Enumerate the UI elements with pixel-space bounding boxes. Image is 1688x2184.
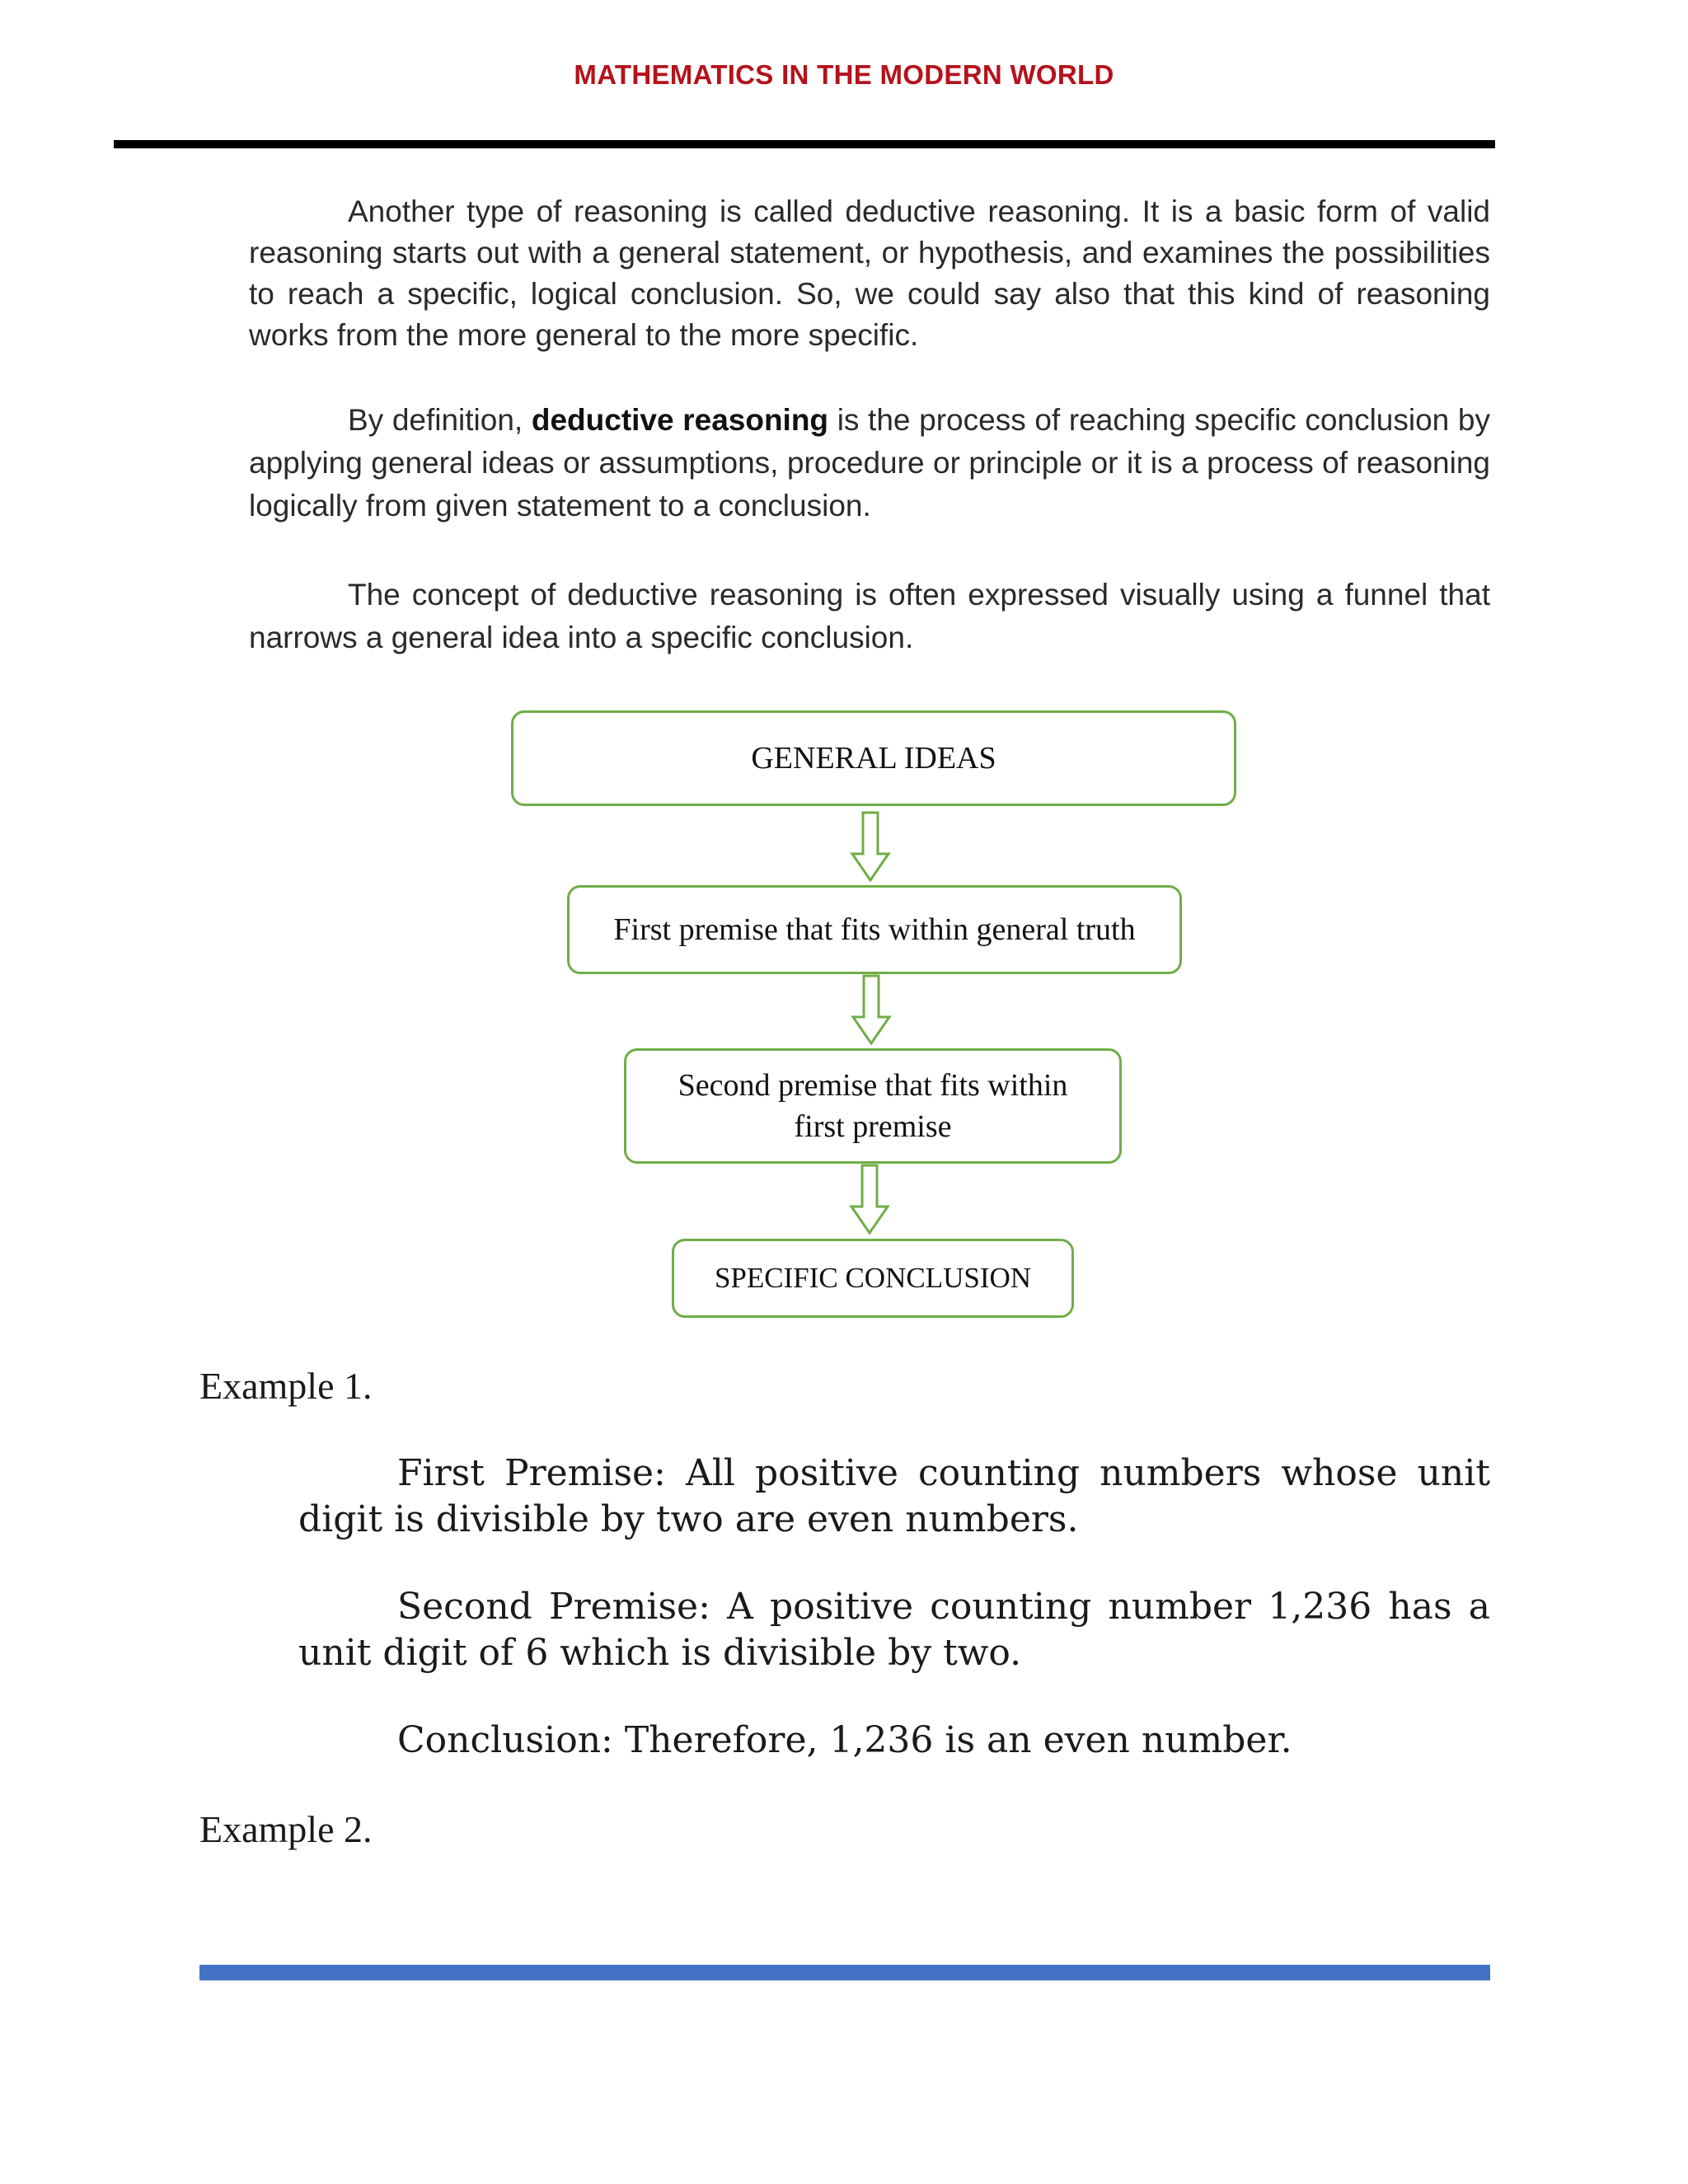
flow-step-general-ideas: GENERAL IDEAS — [511, 710, 1236, 806]
down-arrow-icon — [850, 974, 893, 1047]
flow-step-specific-conclusion: SPECIFIC CONCLUSION — [672, 1239, 1074, 1318]
example-2-heading: Example 2. — [199, 1808, 373, 1850]
down-arrow-icon — [849, 811, 892, 883]
example-1-heading: Example 1. — [199, 1365, 373, 1407]
flow-step-first-premise: First premise that fits within general truth — [567, 885, 1182, 974]
down-arrow-icon — [848, 1164, 891, 1236]
flow-step-second-premise: Second premise that fits within first premise — [624, 1048, 1122, 1164]
example-1-conclusion: Conclusion: Therefore, 1,236 is an even number. — [397, 1719, 1292, 1761]
footer-divider — [199, 1965, 1490, 1980]
document-header-title: MATHEMATICS IN THE MODERN WORLD — [574, 59, 1114, 90]
intro-paragraph: Another type of reasoning is called deductive reasoning. It is a basic form of valid reasoning starts out with a general statement, or hypothesis, and examines the possibilities to reach a specific, logical conclusion. So, we could say also that this kind of reasoning works from the more general to the more specific. — [249, 194, 1490, 352]
header-divider — [114, 140, 1495, 148]
funnel-paragraph: The concept of deductive reasoning is often expressed visually using a funnel that narrows a general idea into a specific conclusion. — [249, 578, 1490, 654]
definition-paragraph: By definition, deductive reasoning is the process of reaching specific conclusion by applying general ideas or assumptions, procedure or principle or it is a process of reasoning logically from given statement to a conclusion. — [249, 403, 1490, 523]
defined-term: deductive reasoning — [531, 403, 829, 437]
example-1-first-premise: First Premise: All positive counting numbers whose unit digit is divisible by two are even numbers. — [298, 1452, 1490, 1540]
example-1-second-premise: Second Premise: A positive counting number 1,236 has a unit digit of 6 which is divisible by two. — [298, 1586, 1490, 1674]
